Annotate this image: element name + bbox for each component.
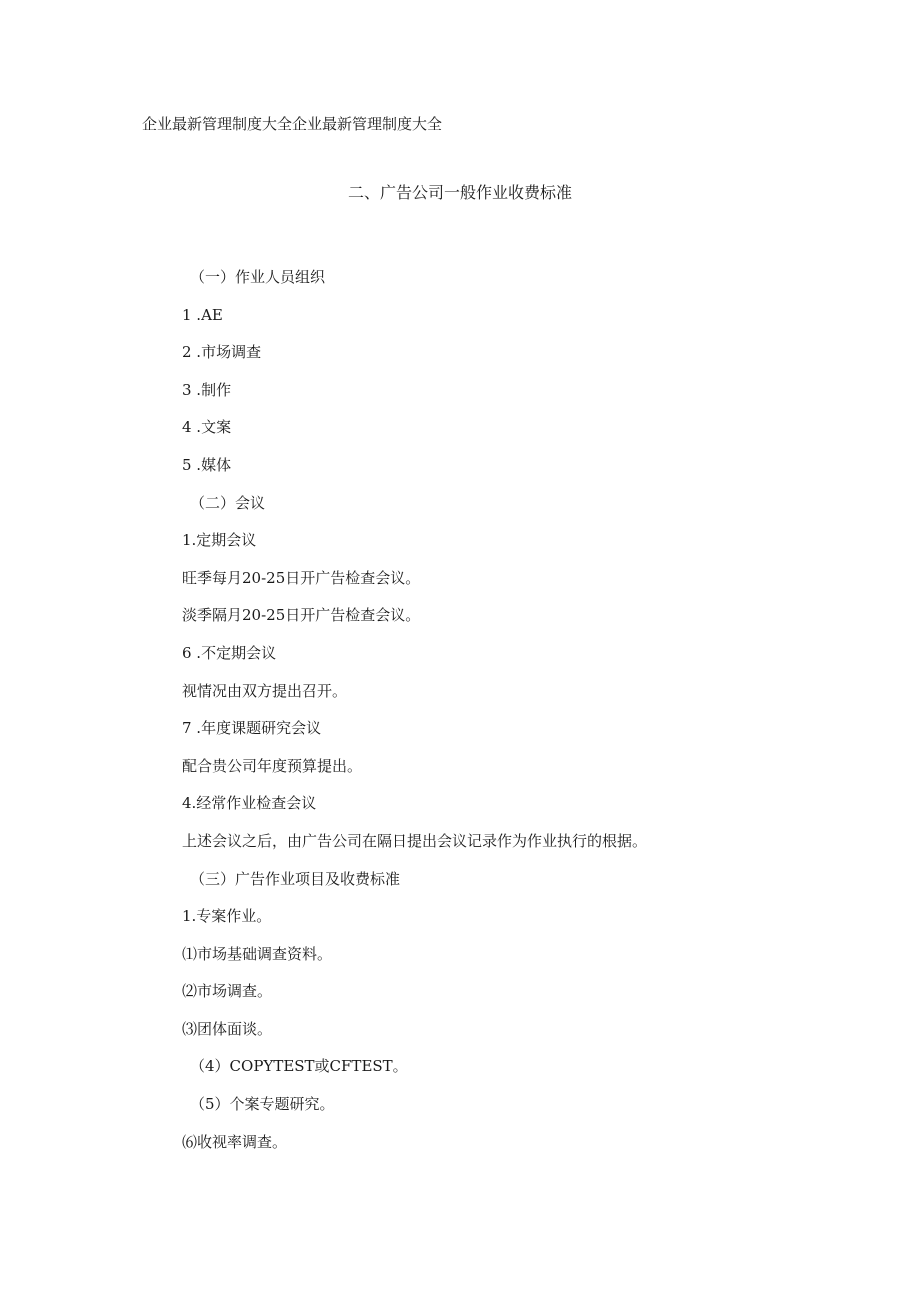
- section-heading: （一）作业人员组织: [190, 268, 326, 286]
- paragraph: 淡季隔月20-25日开广告检查会议。: [182, 606, 421, 625]
- list-item: 6 .不定期会议: [182, 643, 277, 662]
- list-item: 1.定期会议: [182, 531, 257, 550]
- list-item: 7 .年度课题研究会议: [182, 719, 322, 738]
- list-item: ⑶团体面谈。: [182, 1019, 273, 1038]
- list-item: 1.专案作业。: [182, 907, 272, 926]
- list-item: ⑵市场调查。: [182, 982, 273, 1001]
- list-item: 4.经常作业检查会议: [182, 794, 317, 813]
- section-heading: （三）广告作业项目及收费标准: [190, 869, 401, 888]
- document-title: 二、广告公司一般作业收费标准: [347, 183, 572, 202]
- section-heading: （二）会议: [190, 493, 266, 512]
- list-item: 1 .AE: [182, 305, 223, 324]
- list-item: 2 .市场调查: [182, 343, 262, 362]
- list-item: 5 .媒体: [182, 455, 232, 474]
- page-header: 企业最新管理制度大全企业最新管理制度大全: [142, 115, 443, 133]
- paragraph: 视情况由双方提出召开。: [182, 681, 348, 700]
- list-item: 3 .制作: [182, 380, 232, 399]
- paragraph: 旺季每月20-25日开广告检查会议。: [182, 568, 421, 587]
- list-item: ⑴市场基础调查资料。: [182, 944, 333, 963]
- paragraph: 上述会议之后，由广告公司在隔日提出会议记录作为作业执行的根据。: [182, 831, 648, 850]
- list-item: （4）COPYTEST或CFTEST。: [190, 1057, 408, 1076]
- list-item: 4 .文案: [182, 418, 232, 437]
- paragraph: 配合贵公司年度预算提出。: [182, 756, 363, 775]
- document-body: [182, 266, 882, 1168]
- list-item: ⑹收视率调查。: [182, 1132, 288, 1151]
- list-item: （5）个案专题研究。: [190, 1095, 335, 1114]
